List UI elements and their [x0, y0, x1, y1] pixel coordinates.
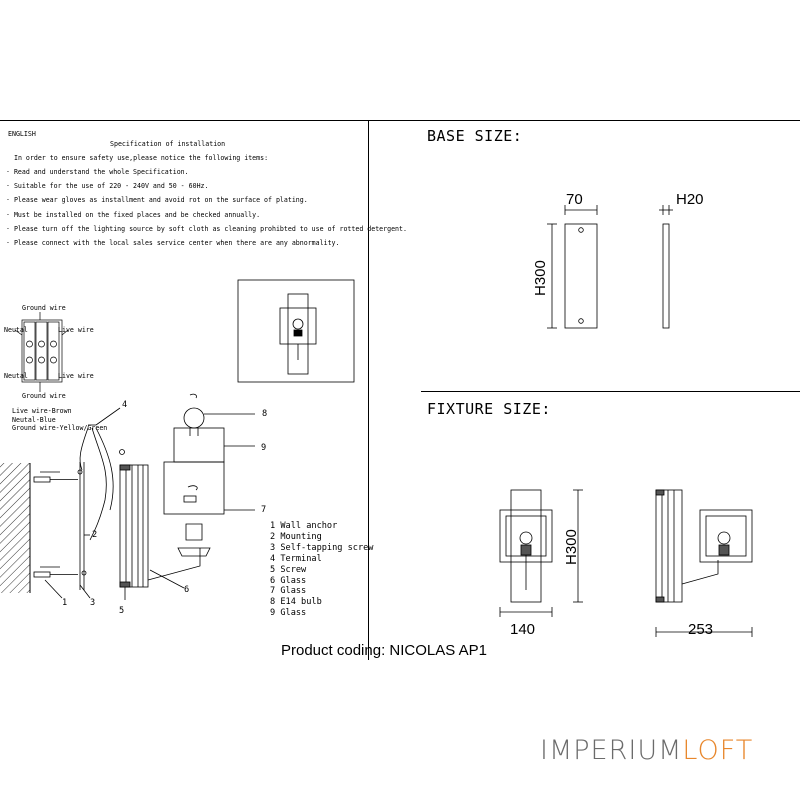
assembled-preview: [238, 280, 354, 382]
fixture-height-label: H300: [563, 529, 580, 565]
spec-item: · Suitable for the use of 220 - 240V and 50 - 60Hz.: [6, 182, 209, 190]
product-coding: Product coding: NICOLAS AP1: [281, 642, 487, 659]
callout-1: 1: [62, 598, 68, 608]
mounting-plate: [45, 462, 90, 598]
exploded-glass: [164, 394, 255, 556]
spec-item: · Read and understand the whole Specification.: [6, 168, 189, 176]
spec-item: · Must be installed on the fixed places and be checked annually.: [6, 211, 261, 219]
brand-logo-part1: IMPERIUM: [540, 735, 683, 766]
fixture-depth-label: 253: [688, 621, 714, 638]
spec-item: · Please connect with the local sales service center when there are any abnormality.: [6, 239, 340, 247]
spec-item: · Please turn off the lighting source by soft cloth as cleaning prohibted to use of rotted detergent.: [6, 225, 407, 233]
spec-title: Specification of installation: [110, 140, 226, 148]
part-item: 1 Wall anchor: [270, 521, 338, 531]
fixture-front-view: [500, 490, 583, 617]
part-item: 7 Glass: [270, 586, 307, 597]
wires: [80, 408, 120, 540]
terminal-block: [15, 312, 68, 392]
callout-6: 6: [184, 585, 190, 595]
wall-anchor-top: [34, 470, 82, 482]
wire-label-live-top: Live wire: [58, 326, 94, 334]
spec-item: · Please wear gloves as installment and avoid rot on the surface of plating.: [6, 196, 308, 204]
part-item: 6 Glass: [270, 575, 307, 586]
wire-label-neutral-bottom: Neutal: [4, 372, 28, 380]
wire-color-legend: Live wire-Brown Neutal-Blue Ground wire-Yellow/Green: [12, 407, 108, 432]
wall-anchor-bottom: [34, 567, 86, 577]
wire-label-neutral-top: Neutal: [4, 326, 28, 334]
wire-label-ground-top: Ground wire: [22, 304, 66, 312]
fixture-size-heading: FIXTURE SIZE:: [427, 400, 551, 418]
spec-language: ENGLISH: [8, 130, 36, 138]
fixture-side-view: [656, 490, 752, 637]
base-width-label: 70: [566, 191, 583, 208]
callout-5: 5: [119, 606, 125, 616]
callout-7: 7: [261, 505, 267, 515]
wire-label-ground-bottom: Ground wire: [22, 392, 66, 400]
callout-9: 9: [261, 443, 267, 453]
part-item: 4 Terminal: [270, 553, 322, 564]
part-item: 5 Screw: [270, 564, 307, 575]
callout-2: 2: [92, 530, 98, 540]
base-height-label: H300: [532, 260, 549, 296]
fixture-width-label: 140: [510, 621, 536, 638]
spec-intro: In order to ensure safety use,please notice the following items:: [14, 154, 269, 162]
part-item: 8 E14 bulb: [270, 597, 322, 608]
callout-3: 3: [90, 598, 96, 608]
part-item: 2 Mounting: [270, 531, 322, 542]
base-front-view: [547, 205, 597, 328]
base-size-heading: BASE SIZE:: [427, 127, 523, 145]
wire-label-live-bottom: Live wire: [58, 372, 94, 380]
base-depth-label: H20: [676, 191, 704, 208]
part-item: 9 Glass: [270, 608, 307, 619]
part-item: 3 Self-tapping screw: [270, 542, 374, 553]
exploded-base: [120, 450, 201, 601]
callout-8: 8: [262, 409, 268, 419]
brand-logo-part2: LOFT: [682, 735, 754, 766]
base-side-view: [659, 205, 673, 328]
callout-4: 4: [122, 400, 128, 410]
wall-hatch: [0, 463, 30, 593]
